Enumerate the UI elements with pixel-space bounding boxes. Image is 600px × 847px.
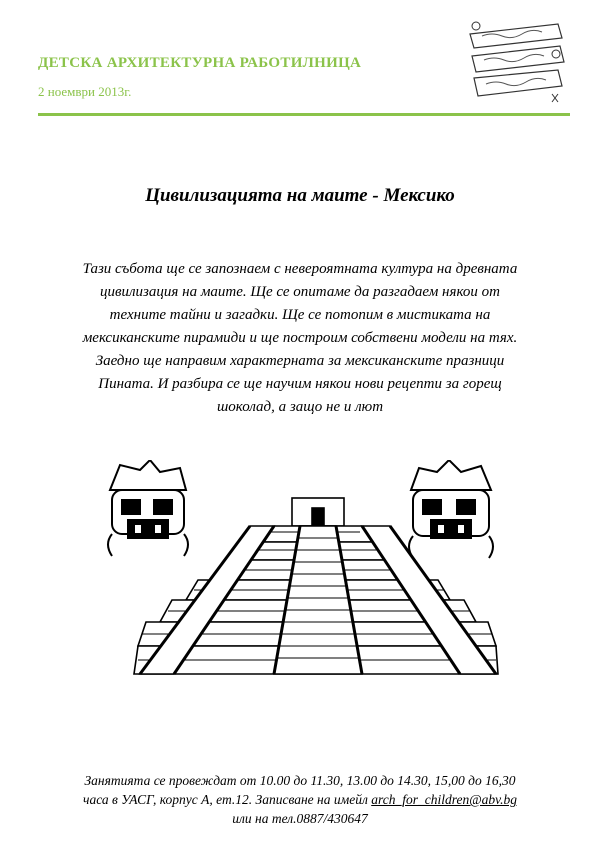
mayan-mask-icon (409, 460, 493, 558)
header-divider (38, 113, 570, 116)
header-title: ДЕТСКА АРХИТЕКТУРНА РАБОТИЛНИЦА (38, 55, 362, 71)
intro-paragraph: Тази събота ще се запознаем с невероятната култура на древната цивилизация на маите. Ще се опитаме да разгадаем някои от техните тайни и загадки. Ще се потопим в мистиката на мексиканските пирамиди и ще построим собствени модели на тях. Заедно ще направим характерната за мексиканските празници Пината. И разбира се ще научим някои нови рецепти за горещ шоколад, а защо не и лют (82, 261, 518, 415)
pyramid-illustration (100, 460, 500, 690)
header-date: 2 ноември 2013г. (38, 84, 132, 99)
mayan-mask-icon (108, 460, 188, 556)
footer-schedule: Занятията се провеждат от 10.00 до 11.30, 13.00 до 14.30, 15,00 до 16,30 (84, 773, 516, 788)
workshop-logo-icon (462, 16, 570, 108)
footer-location (30, 790, 570, 809)
footer-info (30, 771, 570, 828)
footer-location-text: часа в УАСГ, корпус А, ет.12. Записване на имейл (83, 792, 372, 807)
page-title: Цивилизацията на маите - Мексико (145, 185, 455, 206)
footer-phone: или на тел.0887/430647 (232, 811, 368, 826)
email-link[interactable]: arch_for_children@abv.bg (371, 792, 517, 807)
